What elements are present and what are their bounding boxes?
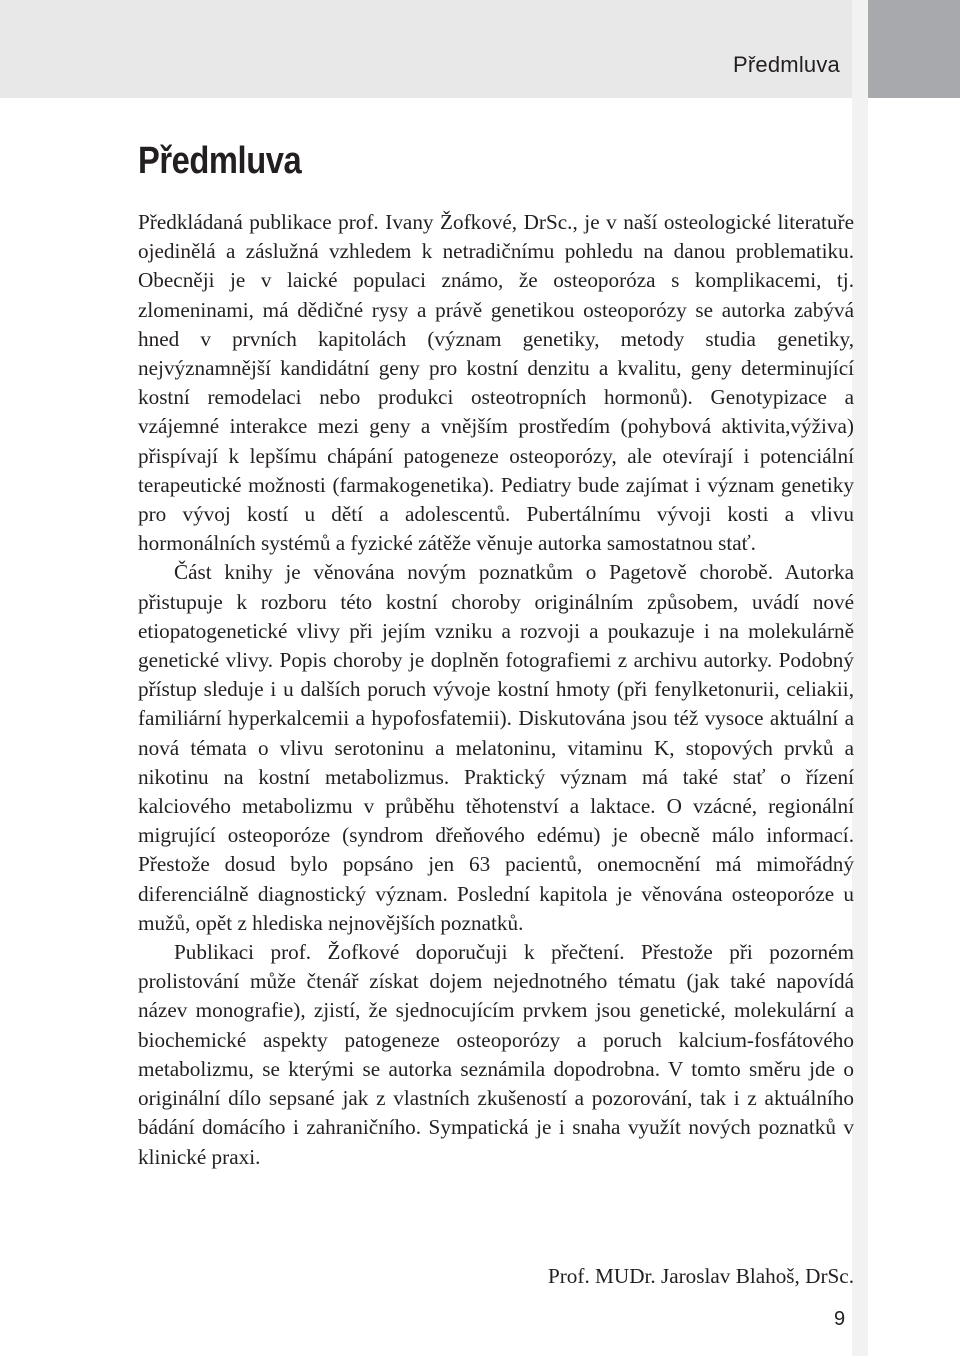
page-title: Předmluva <box>138 140 302 182</box>
author-signature: Prof. MUDr. Jaroslav Blahoš, DrSc. <box>547 1264 854 1288</box>
right-margin <box>868 98 960 1356</box>
chapter-tab <box>868 0 960 98</box>
margin-strip <box>852 0 868 1356</box>
page-number: 9 <box>834 1308 846 1330</box>
paragraph-3: Publikaci prof. Žofkové doporučuji k přečtení. Přestože při pozorném prolistování může čtenář získat dojem nejednotného tématu (jak také napovídá název monografie), zjistí, že sjednocujícím prvkem jsou genetické, molekulární a biochemické aspekty patogeneze osteoporózy a poruch kalcium-fosfátového metabolizmu, se kterými se autorka seznámila dopodrobna. V tomto směru jde o originální dílo sepsané jak z vlastních zkušeností a pozorování, tak i z aktuálního bádání domácího i zahraničního. Sympatická je i snaha využít nových poznatků v klinické praxi. <box>138 940 854 1169</box>
running-title: Předmluva <box>733 52 840 77</box>
paragraph-1: Předkládaná publikace prof. Ivany Žofkové, DrSc., je v naší osteologické literatuře ojedinělá a záslužná vzhledem k netradičnímu pohledu na danou problematiku. Obecněji je v laické populaci známo, že osteoporóza s komplikacemi, tj. zlomeninami, má dědičné rysy a právě genetikou osteoporózy se autorka zabývá hned v prvních kapitolách (význam genetiky, metody studia genetiky, nejvýznamnější kandidátní geny pro kostní denzitu a kvalitu, geny determinující kostní remodelaci nebo produkci osteotropních hormonů). Genotypizace a vzájemné interakce mezi geny a vnějším prostředím (pohybová aktivita,výživa) přispívají k lepšímu chápání patogeneze osteoporózy, ale otevírají i potenciální terapeutické možnosti (farmakogenetika). Pediatry bude zajímat i význam genetiky pro vývoj kostí u dětí a adolescentů. Pubertálnímu vývoji kosti a vlivu hormonálních systémů a fyzické zátěže věnuje autorka samostatnou stať. <box>138 210 854 556</box>
preface-body <box>138 208 854 1172</box>
running-header-band <box>0 0 852 98</box>
paragraph-2: Část knihy je věnována novým poznatkům o Pagetově chorobě. Autorka přistupuje k rozboru této kostní choroby originálním způsobem, uvádí nové etiopatogenetické vlivy při jejím vzniku a rozvoji a poukazuje i na molekulárně genetické vlivy. Popis choroby je doplněn fotografiemi z archivu autorky. Podobný přístup sleduje i u dalších poruch vývoje kostní hmoty (při fenylketonurii, celiakii, familiární hyperkalcemii a hypofosfatemii). Diskutována jsou též vysoce aktuální a nová témata o vlivu serotoninu a melatoninu, vitaminu K, stopových prvků a nikotinu na kostní metabolizmus. Praktický význam má také stať o řízení kalciového metabolizmu v průběhu těhotenství a laktace. O vzácné, regionální migrující osteoporóze (syndrom dřeňového edému) je obecně málo informací. Přestože dosud bylo popsáno jen 63 pacientů, onemocnění má mimořádný diferenciálně diagnostický význam. Poslední kapitola je věnována osteoporóze u mužů, opět z hlediska nejnovějších poznatků. <box>138 560 854 935</box>
